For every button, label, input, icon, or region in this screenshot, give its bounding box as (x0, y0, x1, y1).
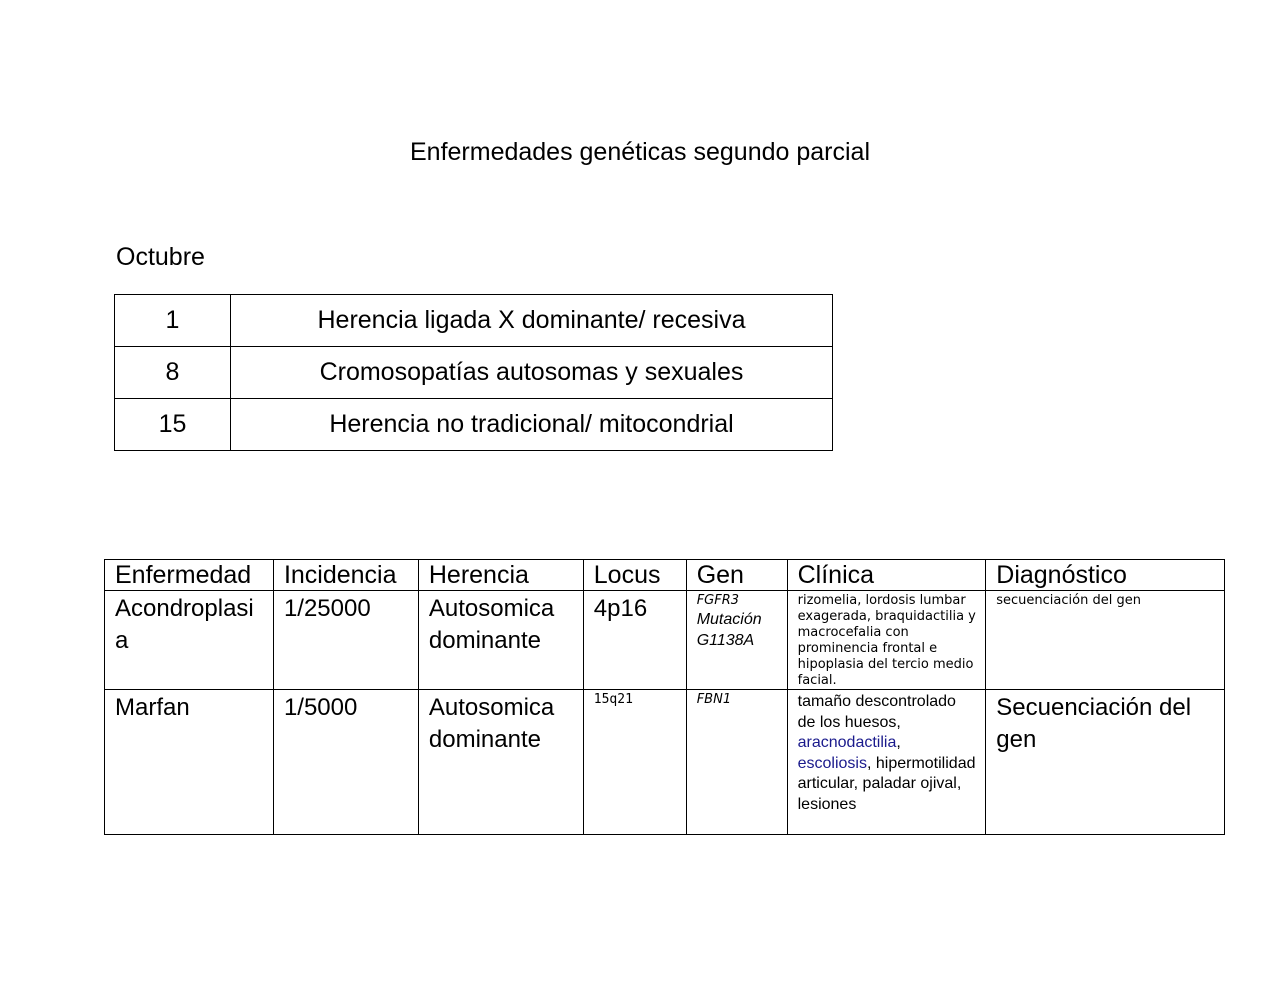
column-header: Enfermedad (105, 560, 274, 591)
table-header-row (105, 560, 1225, 591)
column-header: Diagnóstico (986, 560, 1225, 591)
schedule-row (115, 295, 833, 347)
clinica-term: escoliosis (797, 754, 867, 772)
cell-herencia: Autosomica dominante (418, 591, 583, 690)
cell-incidencia: 1/5000 (273, 690, 418, 835)
schedule-table (114, 294, 833, 451)
schedule-row (115, 347, 833, 399)
schedule-topic: Herencia no tradicional/ mitocondrial (231, 399, 833, 451)
cell-clinica: tamaño descontrolado de los huesos, aracnodactilia, escoliosis, hipermotilidad articular, paladar ojival, lesiones (787, 690, 986, 835)
schedule-day: 1 (115, 295, 231, 347)
table-row (105, 591, 1225, 690)
cell-gen (686, 591, 787, 690)
clinica-text: hipermotilidad articular, paladar ojival, lesiones (797, 754, 976, 813)
column-header: Gen (686, 560, 787, 591)
cell-clinica: rizomelia, lordosis lumbar exagerada, braquidactilia y macrocefalia con prominencia frontal e hipoplasia del tercio medio facial. (787, 591, 986, 690)
cell-incidencia: 1/25000 (273, 591, 418, 690)
schedule-topic: Herencia ligada X dominante/ recesiva (231, 295, 833, 347)
gene-name: FGFR3 (696, 593, 740, 608)
cell-enfermedad: Marfan (105, 690, 274, 835)
cell-locus: 15q21 (583, 690, 686, 835)
cell-herencia: Autosomica dominante (418, 690, 583, 835)
page-title: Enfermedades genéticas segundo parcial (409, 138, 871, 166)
column-header: Herencia (418, 560, 583, 591)
diseases-table (104, 559, 1225, 835)
table-row (105, 690, 1225, 835)
cell-diagnostico: secuenciación del gen (986, 591, 1225, 690)
clinica-term: aracnodactilia (797, 734, 897, 751)
column-header: Incidencia (273, 560, 418, 591)
schedule-day: 8 (115, 347, 231, 399)
clinica-text: tamaño descontrolado de los huesos, (797, 693, 956, 731)
cell-gen: FBN1 (686, 690, 787, 835)
cell-enfermedad: Acondroplasia (105, 591, 274, 690)
column-header: Clínica (787, 560, 986, 591)
schedule-day: 15 (115, 399, 231, 451)
cell-diagnostico: Secuenciación del gen (986, 690, 1225, 835)
cell-locus: 4p16 (583, 591, 686, 690)
schedule-topic: Cromosopatías autosomas y sexuales (231, 347, 833, 399)
gene-mutation: Mutación G1138A (696, 611, 762, 649)
schedule-row (115, 399, 833, 451)
month-heading: Octubre (116, 243, 205, 271)
column-header: Locus (583, 560, 686, 591)
